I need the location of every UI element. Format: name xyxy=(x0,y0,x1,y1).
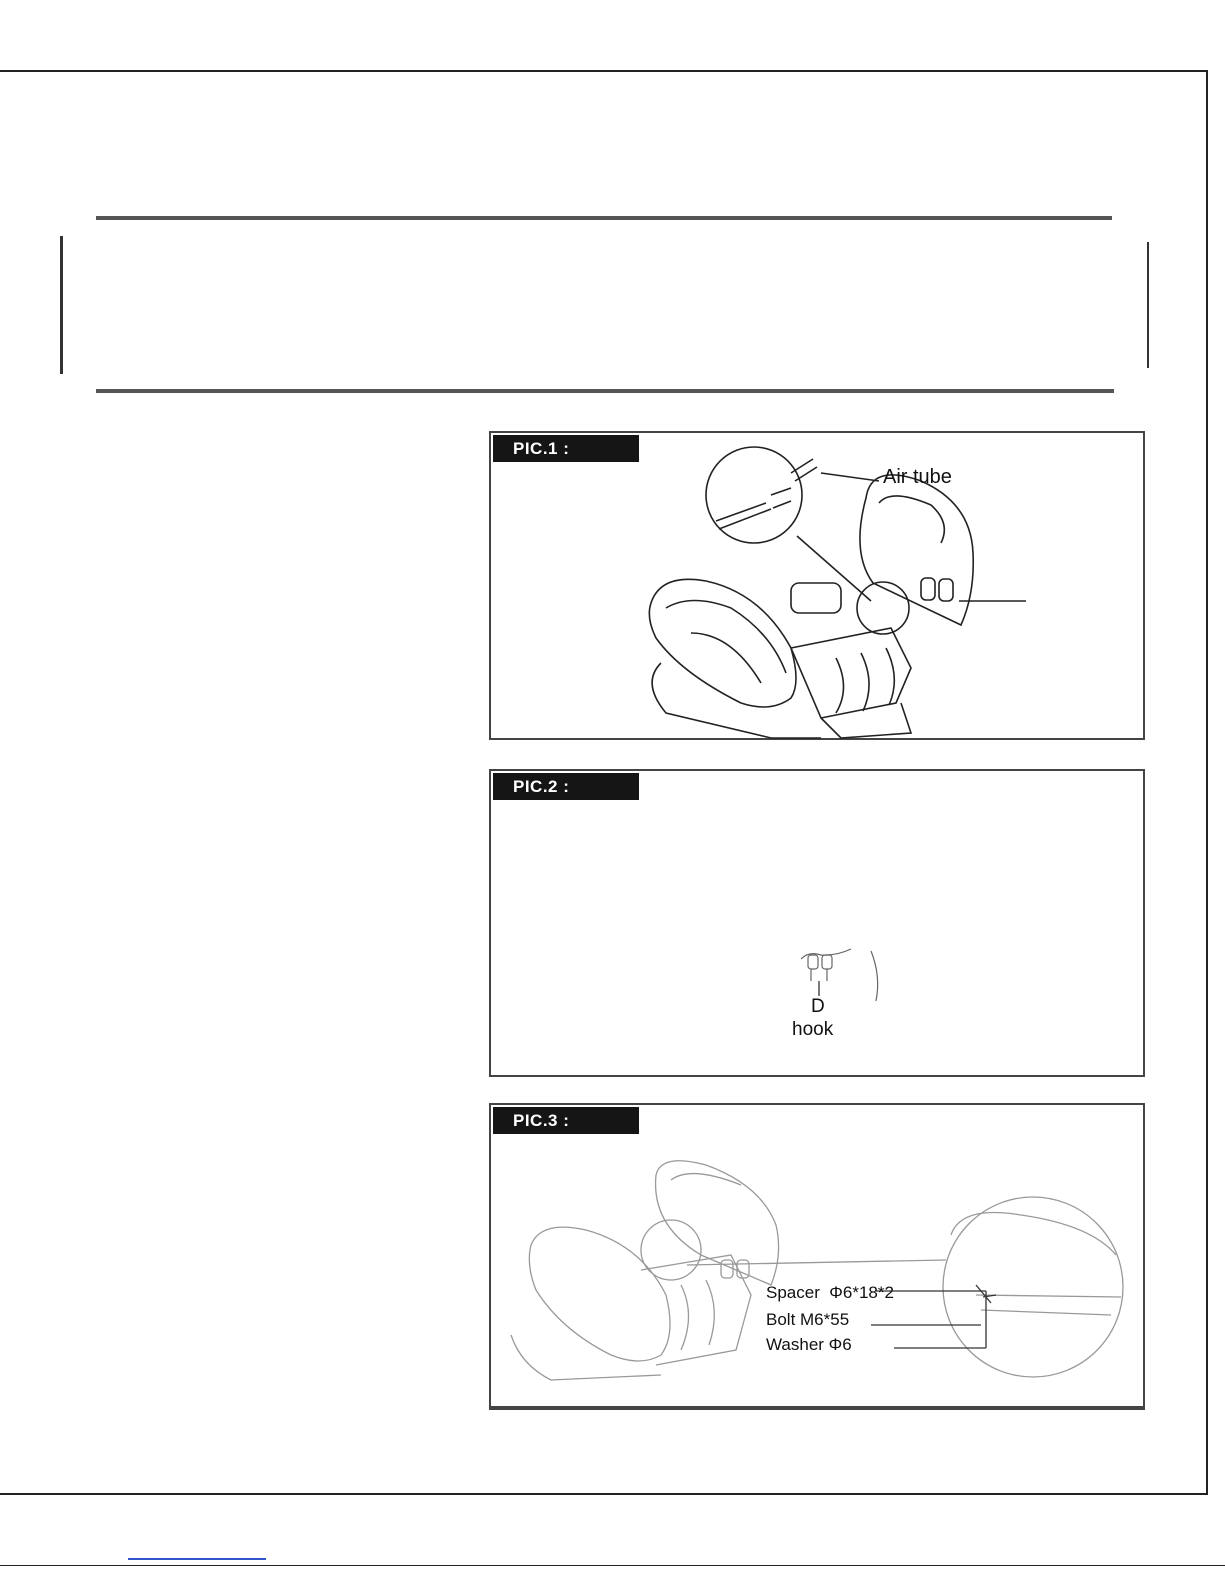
footer-rule xyxy=(0,1565,1225,1566)
pic3-bottom-rule xyxy=(489,1406,1145,1409)
massage-chair-icon xyxy=(491,433,1147,742)
figure-pic3 xyxy=(489,1103,1145,1410)
figure-tag: PIC.1 : xyxy=(493,435,639,462)
footer-link-underline[interactable] xyxy=(128,1558,266,1560)
figure-tag: PIC.3 : xyxy=(493,1107,639,1134)
bolt-label: Bolt M6*55 xyxy=(766,1310,850,1329)
d-hook-label-line2: hook xyxy=(792,1019,834,1040)
washer-label: Washer Φ6 xyxy=(766,1335,852,1354)
bolt-assembly-icon xyxy=(491,1105,1147,1412)
d-hook-label-line1: D xyxy=(811,996,825,1017)
header-left-bar xyxy=(60,236,63,374)
header-bottom-rule xyxy=(96,389,1114,393)
figure-tag: PIC.2 : xyxy=(493,773,639,800)
figure-pic2 xyxy=(489,769,1145,1077)
air-tube-label: Air tube xyxy=(883,466,952,488)
spacer-label: Spacer Φ6*18*2 xyxy=(766,1283,894,1302)
figure-pic1 xyxy=(489,431,1145,740)
header-right-bar xyxy=(1147,242,1149,368)
header-top-rule xyxy=(96,216,1112,220)
